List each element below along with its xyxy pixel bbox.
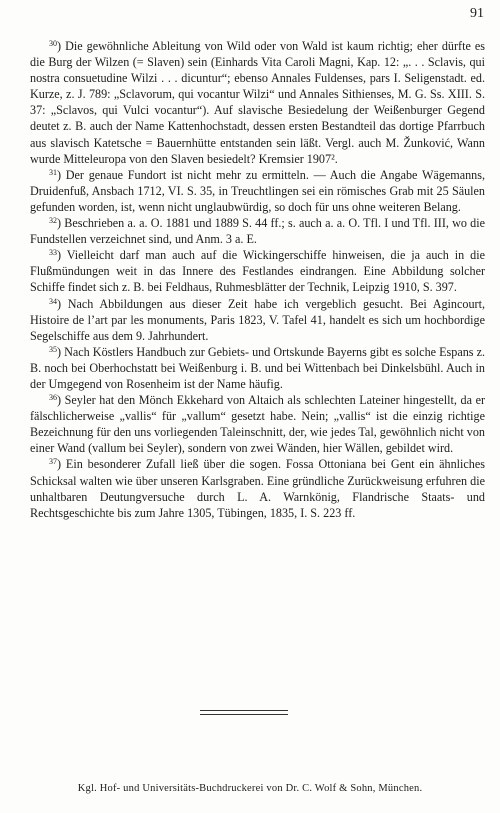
footnote-text: ) Vielleicht darf man auch auf die Wickingerschiffe hinweisen, die ja auch in die Flußmündungen weit in das Innere des Festlandes eindrangen. Eine Abbildung solcher Schiffe findet sich z. B. bei Feldhaus, Ruhmesblätter der Technik, Leipzig 1910, S. 397. (30, 248, 485, 295)
footnote-number: 35 (49, 344, 57, 354)
footnote-33 (30, 247, 485, 295)
footnote-number: 31 (49, 167, 57, 177)
footnote-text: ) Der genaue Fundort ist nicht mehr zu ermitteln. — Auch die Angabe Wägemanns, Druidenfuß, Ansbach 1712, VI. S. 35, in Treuchtlingen sei ein römisches Grab mit 25 Säulen gefunden worden, ist, wenn nicht unglaubwürdig, so doch für uns ohne weiteren Belang. (30, 167, 485, 214)
footnote-number: 33 (49, 248, 57, 258)
page-number: 91 (470, 6, 484, 21)
footnote-text: ) Beschrieben a. a. O. 1881 und 1889 S. 44 ff.; s. auch a. a. O. Tfl. I und Tfl. III, wo die Fundstellen verzeichnet sind, und Anm. 3 a. E. (30, 216, 485, 247)
footnote-number: 32 (49, 216, 57, 226)
footnote-number: 30 (49, 39, 57, 48)
footnote-text: ) Ein besonderer Zufall ließ über die sogen. Fossa Ottoniana bei Gent ein ähnliches Schicksal walten wie über unseren Karlsgraben. Eine gründliche Zurückweisung erfuhren die unhaltbaren Deutungversuche durch L. A. Warnkönig, Flandrische Staats- und Rechtsgeschichte bis zum Jahre 1305, Tübingen, 1835, I. S. 223 ff. (30, 457, 485, 520)
footnote-35 (30, 344, 485, 392)
footnote-30 (30, 38, 485, 167)
footnote-text: ) Die gewöhnliche Ableitung von Wild oder von Wald ist kaum richtig; eher dürfte es die Burg der Wilzen (= Slaven) sein (Einhards Vita Caroli Magni, Kap. 12: „. . . Sclavis, qui nostra consuetudine Wilzi . . . dicuntur“; ebenso Annales Fuldenses, pars I. Seligenstadt. ed. Kurze, z. J. 789: „Sclavorum, qui vocantur Wilzi“ und Annales Sithienses, M. G. Ss. XIII. S. 37: „Sclavos, qui Vulci vocantur“). Auf slavische Besiedelung der Weißenburger Gegend deutet z. B. auch der Name Kattenhochstadt, dessen ersten Bestandteil das dortige Pfarrbuch aus slavisch Katetsche = Bauernhütte entstanden sein läßt. Vergl. auch M. Žunković, Wann wurde Mitteleuropa von den Slaven besiedelt? Kremsier 1907². (30, 39, 485, 166)
footnote-32 (30, 215, 485, 247)
footnotes (30, 38, 485, 521)
footnote-31 (30, 167, 485, 215)
footnote-number: 36 (49, 393, 57, 403)
footnote-number: 37 (49, 457, 57, 467)
footnote-36 (30, 392, 485, 456)
footnote-37 (30, 456, 485, 520)
separator-rule (200, 710, 288, 711)
printer-imprint: Kgl. Hof- und Universitäts-Buchdruckerei von Dr. C. Wolf & Sohn, München. (77, 783, 423, 794)
footnote-text: ) Nach Abbildungen aus dieser Zeit habe ich vergeblich gesucht. Bei Agincourt, Histoire de l’art par les monuments, Paris 1823, V. Tafel 41, handelt es sich um hochbordige Segelschiffe aus dem 9. Jahrhundert. (30, 296, 485, 343)
separator-rule (200, 714, 288, 715)
footnote-34 (30, 296, 485, 344)
footnote-text: ) Nach Köstlers Handbuch zur Gebiets- und Ortskunde Bayerns gibt es solche Espans z. B. noch bei Oberhochstatt bei Weißenburg i. B. und bei Wittenbach bei Dinkelsbühl. Auch in der Umgegend von Rosenheim ist der Name häufig. (30, 344, 485, 391)
footnote-number: 34 (49, 296, 57, 306)
footnote-text: ) Seyler hat den Mönch Ekkehard von Altaich als schlechten Lateiner hingestellt, da er fälschlicherweise „vallis“ für „vallum“ gesetzt habe. Nein; „vallis“ ist die einzig richtige Bezeichnung für den uns vorliegenden Taleinschnitt, der, wie jedes Tal, gewöhnlich nicht von einer Wand (vallum bei Seyler), sondern von zwei Wänden, hier Wällen, gebildet wird. (30, 393, 485, 456)
